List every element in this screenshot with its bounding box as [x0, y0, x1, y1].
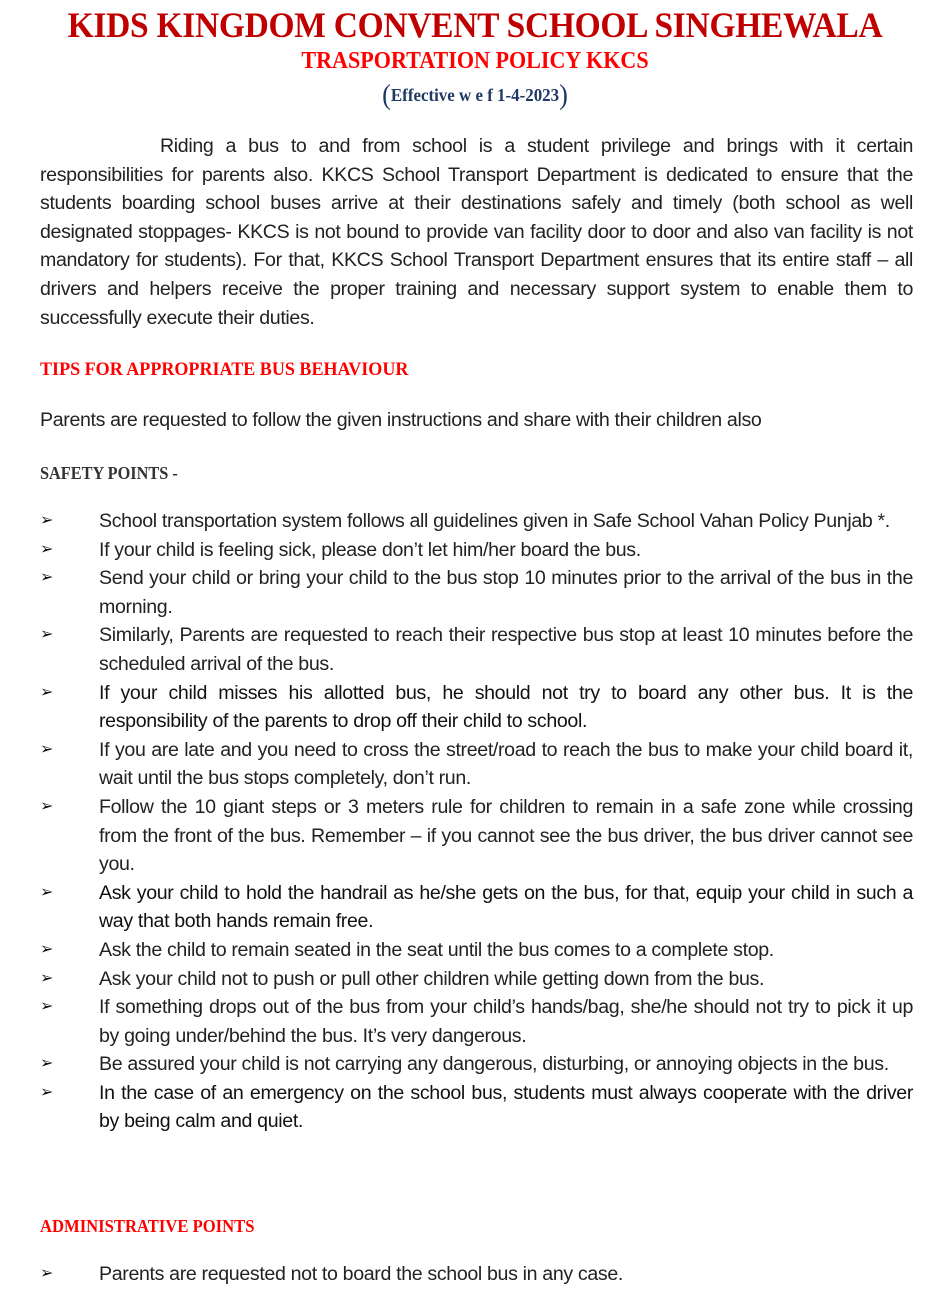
- list-item: ➢ Similarly, Parents are requested to reach their respective bus stop at least 10 minutes before the scheduled arrival of the bus.: [40, 621, 913, 678]
- arrowhead-bullet-icon: ➢: [40, 683, 54, 701]
- arrowhead-bullet-icon: ➢: [40, 512, 54, 529]
- list-item: ➢ Ask your child not to push or pull other children while getting down from the bus.: [40, 965, 913, 994]
- list-item: ➢ Follow the 10 giant steps or 3 meters rule for children to remain in a safe zone while crossing from the front of the bus. Remember – if you cannot see the bus driver, the bus driver cannot see you.: [40, 793, 913, 879]
- arrowhead-bullet-icon: ➢: [40, 883, 54, 901]
- list-item: ➢ If your child is feeling sick, please don’t let him/her board the bus.: [40, 536, 913, 565]
- list-item: ➢ Be assured your child is not carrying any dangerous, disturbing, or annoying objects in the bus.: [40, 1050, 913, 1079]
- administrative-points-heading: ADMINISTRATIVE POINTS: [40, 1216, 255, 1236]
- arrowhead-bullet-icon: ➢: [40, 940, 54, 958]
- effective-date-text: Effective w e f 1-4-2023: [390, 85, 560, 105]
- safety-points-heading: SAFETY POINTS -: [40, 463, 178, 483]
- arrowhead-bullet-icon: ➢: [40, 969, 54, 987]
- arrowhead-bullet-icon: ➢: [40, 569, 54, 587]
- policy-title: TRASPORTATION POLICY KKCS: [301, 48, 649, 74]
- list-item: ➢ Send your child or bring your child to the bus stop 10 minutes prior to the arrival of the bus in the morning.: [40, 564, 913, 621]
- safety-points-list: [40, 507, 913, 1136]
- school-name-title: KIDS KINGDOM CONVENT SCHOOL SINGHEWALA: [67, 5, 883, 45]
- list-item: ➢ School transportation system follows all guidelines given in Safe School Vahan Policy Punjab *.: [40, 507, 913, 536]
- list-item: ➢ If you are late and you need to cross the street/road to reach the bus to make your child board it, wait until the bus stops completely, don’t run.: [40, 736, 913, 793]
- list-item: ➢ Ask the child to remain seated in the seat until the bus comes to a complete stop.: [40, 936, 913, 965]
- arrowhead-bullet-icon: ➢: [40, 1055, 54, 1073]
- arrowhead-bullet-icon: ➢: [40, 797, 54, 815]
- arrowhead-bullet-icon: ➢: [40, 740, 54, 758]
- close-paren: ): [559, 80, 568, 111]
- intro-paragraph: Riding a bus to and from school is a student privilege and brings with it certain responsibilities for parents also. KKCS School Transport Department is dedicated to ensure that the students boarding school buses arrive at their destinations safely and timely (both school as well designated stoppages- KKCS is not bound to provide van facility door to door and also van facility is not mandatory for students). For that, KKCS School Transport Department ensures that its entire staff – all drivers and helpers receive the proper training and necessary support system to enable them to successfully execute their duties.: [40, 135, 913, 329]
- administrative-points-list: [40, 1260, 913, 1289]
- open-paren: (: [382, 80, 391, 111]
- list-item: ➢ If your child misses his allotted bus, he should not try to board any other bus. It is the responsibility of the parents to drop off their child to school.: [40, 679, 913, 736]
- list-item: ➢ If something drops out of the bus from your child’s hands/bag, she/he should not try to pick it up by going under/behind the bus. It’s very dangerous.: [40, 993, 913, 1050]
- effective-date-line: [29, 80, 922, 111]
- list-item: ➢ In the case of an emergency on the school bus, students must always cooperate with the driver by being calm and quiet.: [40, 1079, 913, 1136]
- tips-lead-text: Parents are requested to follow the given instructions and share with their children also: [40, 409, 762, 431]
- arrowhead-bullet-icon: ➢: [40, 1083, 54, 1101]
- tips-section-heading: TIPS FOR APPROPRIATE BUS BEHAVIOUR: [40, 359, 409, 380]
- arrowhead-bullet-icon: ➢: [40, 1265, 54, 1282]
- list-item: ➢ Ask your child to hold the handrail as he/she gets on the bus, for that, equip your child in such a way that both hands remain free.: [40, 879, 913, 936]
- arrowhead-bullet-icon: ➢: [40, 998, 54, 1016]
- list-item: ➢ Parents are requested not to board the school bus in any case.: [40, 1260, 913, 1289]
- arrowhead-bullet-icon: ➢: [40, 540, 54, 558]
- arrowhead-bullet-icon: ➢: [40, 626, 54, 644]
